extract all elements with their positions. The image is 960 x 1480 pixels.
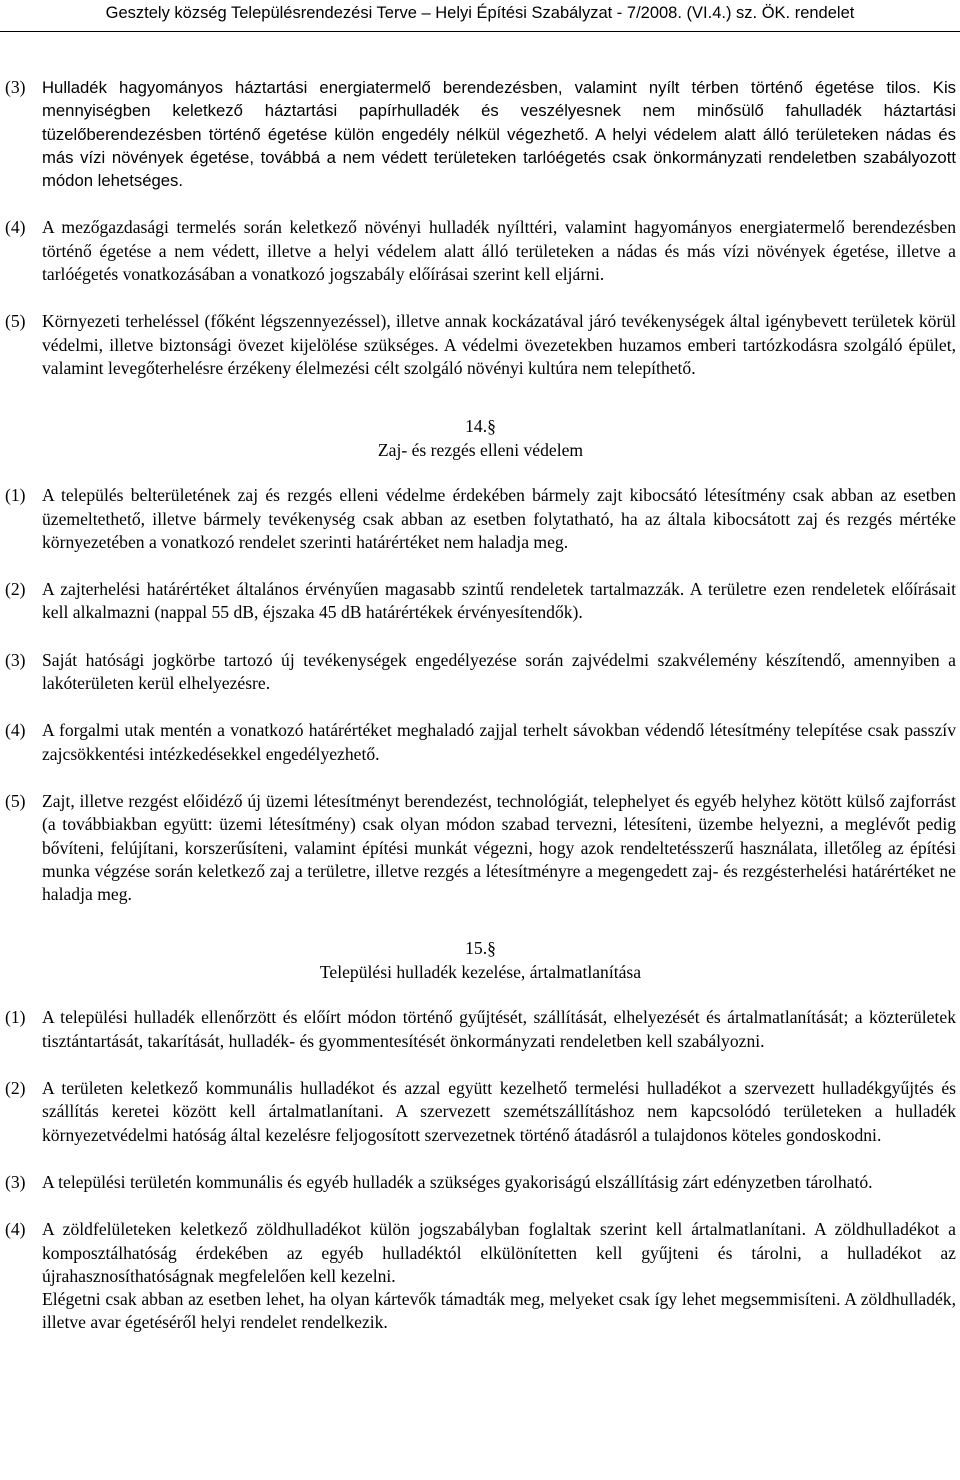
paragraph-text: Zajt, illetve rezgést előidéző új üzemi létesítményt berendezést, technológiát, telephelyet és egyéb helyhez kötött külső zajforrást (a továbbiakban együtt: üzemi létesítmény) csak olyan módon szabad tervezni, létesíteni, üzembe helyezni, a meglévőt pedig bővíteni, felújítani, korszerűsíteni, valamint építési munkát végezni, hogy azok rendeltetésszerű használata, illetőleg az építési munka végzése során keletkező zaj a területre, illetve rezgés a létesítményre a megengedett zaj- és rezgésterhelési határértéket ne haladja meg. bbox=[42, 790, 956, 905]
header-rule bbox=[0, 31, 960, 32]
paragraph-number: (1) bbox=[5, 485, 26, 506]
paragraph-top-3 bbox=[5, 76, 956, 192]
paragraph-text: Hulladék hagyományos háztartási energiatermelő berendezésben, valamint nyílt térben történő égetése tilos. Kis mennyiségben keletkező háztartási papírhulladék és veszélyesnek nem minősülő fahulladék háztartási tüzelőberendezésben történő égetése külön engedély nélkül végezhető. A helyi védelem alatt álló területeken nádas és más vízi növények égetése, továbbá a nem védett területeken tarlóégetés csak önkormányzati rendeletben szabályozott módon lehetséges. bbox=[42, 78, 956, 191]
paragraph-top-5 bbox=[5, 310, 956, 380]
section-number: 14.§ bbox=[465, 416, 496, 437]
paragraph-text: A forgalmi utak mentén a vonatkozó határértéket meghaladó zajjal terhelt sávokban védendő létesítmény telepítése csak passzív zajcsökkentési intézkedésekkel engedélyezhető. bbox=[42, 720, 956, 764]
section-title: Települési hulladék kezelése, ártalmatlanítása bbox=[319, 962, 642, 983]
paragraph-text: A település belterületének zaj és rezgés elleni védelme érdekében bármely zajt kibocsátó létesítmény csak abban az esetben üzemeltethető, illetve bármely tevékenység csak abban az esetben folytatható, ha az általa kibocsátott zaj és rezgés mértéke környezetében a vonatkozó rendelet szerinti határértéket nem haladja meg. bbox=[42, 485, 956, 552]
section-15-paragraph-2 bbox=[5, 1077, 956, 1147]
document-body bbox=[5, 76, 956, 1335]
paragraph-number: (5) bbox=[5, 790, 26, 811]
paragraph-text: Saját hatósági jogkörbe tartozó új tevékenységek engedélyezése során zajvédelmi szakvélemény készítendő, amennyiben a lakóterületen kerül elhelyezésre. bbox=[42, 649, 956, 694]
section-14-paragraph-2 bbox=[5, 578, 956, 625]
paragraph-top-4 bbox=[5, 216, 956, 286]
section-title: Zaj- és rezgés elleni védelem bbox=[377, 440, 584, 461]
section-number: 15.§ bbox=[465, 938, 496, 959]
section-14-paragraph-1 bbox=[5, 484, 956, 554]
paragraph-text: A települési hulladék ellenőrzött és előírt módon történő gyűjtését, szállítását, elhelyezését és ártalmatlanítását; a közterületek tisztántartását, takarítását, hulladék- és gyommentesítését önkormányzati rendeletben kell szabályozni. bbox=[42, 1007, 956, 1051]
section-15-heading bbox=[5, 936, 956, 984]
paragraph-number: (5) bbox=[5, 311, 26, 332]
section-14-heading bbox=[5, 414, 956, 462]
paragraph-number: (2) bbox=[5, 579, 26, 600]
section-15-paragraph-4-continuation: Elégetni csak abban az esetben lehet, ha olyan kártevők támadták meg, melyeket csak így lehet megsemmisíteni. A zöldhulladék, illetve avar égetéséről helyi rendelet rendelkezik. bbox=[42, 1289, 956, 1333]
paragraph-text: A zajterhelési határértéket általános érvényűen magasabb szintű rendeletek tartalmazzák. A területre ezen rendeletek előírásait kell alkalmazni (nappal 55 dB, éjszaka 45 dB határértékek érvényesítendők). bbox=[42, 579, 956, 623]
paragraph-number: (3) bbox=[5, 77, 26, 97]
section-14-paragraph-3 bbox=[5, 649, 956, 696]
paragraph-number: (3) bbox=[5, 1171, 26, 1192]
section-14-paragraph-5 bbox=[5, 790, 956, 906]
section-15-paragraph-3 bbox=[5, 1171, 956, 1194]
paragraph-text: A zöldfelületeken keletkező zöldhulladékot külön jogszabályban foglaltak szerint kell ártalmatlanítani. A zöldhulladékot a komposztálhatóság érdekében az egyéb hulladéktól elkülönítetten kell gyűjteni és tárolni, a hulladékot az újrahasznosíthatóságnak megfelelően kell kezelni. bbox=[42, 1219, 956, 1286]
paragraph-number: (4) bbox=[5, 1219, 26, 1240]
paragraph-number: (4) bbox=[5, 217, 26, 238]
section-15-paragraph-1 bbox=[5, 1006, 956, 1053]
paragraph-text: A területen keletkező kommunális hulladékot és azzal együtt kezelhető termelési hulladékot a szervezett hulladékgyűjtés és szállítás keretei között kell ártalmatlanítani. A szervezett szemétszállításhoz nem kapcsolódó területeken a hulladék környezetvédelmi hatóság által kezelésre feljogosított szervezetnek történő átadásról a tulajdonos köteles gondoskodni. bbox=[42, 1078, 956, 1145]
paragraph-number: (3) bbox=[5, 649, 26, 670]
paragraph-text: Környezeti terheléssel (főként légszennyezéssel), illetve annak kockázatával járó tevékenységek által igénybevett területek körül védelmi, illetve biztonsági övezet kijelölése szükséges. A védelmi övezetekben huzamos emberi tartózkodásra szolgáló épület, valamint levegőterhelésre érzékeny élelmezési célt szolgáló növényi kultúra nem telepíthető. bbox=[42, 311, 956, 378]
paragraph-text: A mezőgazdasági termelés során keletkező növényi hulladék nyílttéri, valamint hagyományos energiatermelő berendezésben történő égetése a nem védett, illetve a helyi védelem alatt álló területeken a nádas és más vízi növények égetése, illetve a tarlóégetés vonatkozásában a vonatkozó jogszabály előírásai szerint kell eljárni. bbox=[42, 217, 956, 285]
section-14-paragraph-4 bbox=[5, 719, 956, 766]
paragraph-number: (2) bbox=[5, 1078, 26, 1099]
page-header: Gesztely község Településrendezési Terve – Helyi Építési Szabályzat - 7/2008. (VI.4.) sz. ÖK. rendelet bbox=[105, 4, 855, 22]
paragraph-number: (4) bbox=[5, 720, 26, 741]
paragraph-number: (1) bbox=[5, 1007, 26, 1028]
paragraph-text: A települési területén kommunális és egyéb hulladék a szükséges gyakoriságú elszállításig zárt edényzetben tárolható. bbox=[42, 1171, 873, 1192]
section-15-paragraph-4 bbox=[5, 1218, 956, 1288]
